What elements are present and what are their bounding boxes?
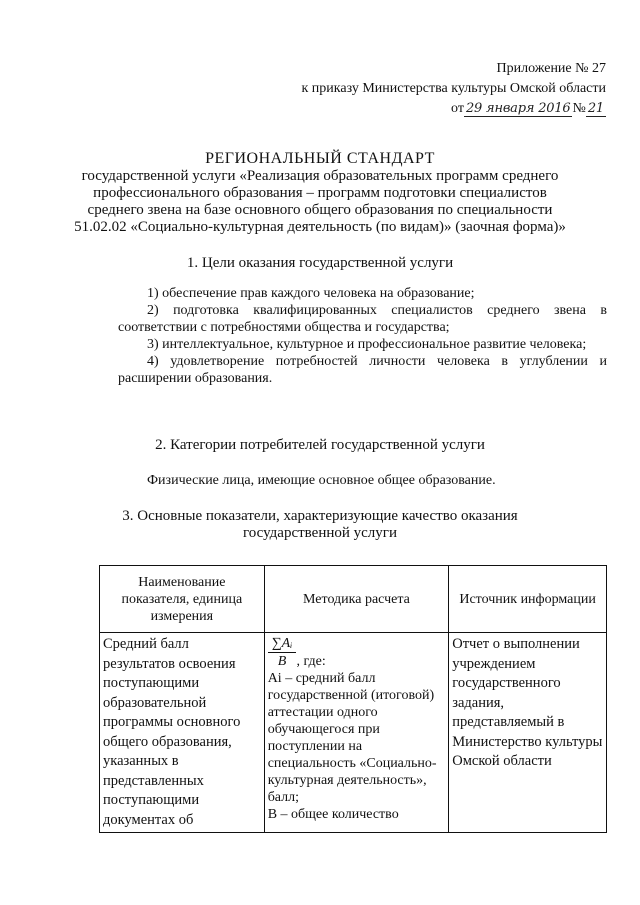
date-prefix: от xyxy=(451,101,464,116)
section1-list xyxy=(118,285,607,387)
formula-numerator: ∑Aᵢ xyxy=(268,635,297,653)
header-method: Методика расчета xyxy=(264,566,449,633)
indicator-cell: Средний балл результатов освоения поступающими образовательной программы основного общего образования, указанных в представленных поступающими документах об xyxy=(100,633,265,833)
section2-heading: 2. Категории потребителей государственной услуги xyxy=(155,437,485,453)
appendix-title: Приложение № 27 xyxy=(496,61,606,76)
section3-heading-line: государственной услуги xyxy=(243,525,397,541)
goal-item: 1) обеспечение прав каждого человека на образование; xyxy=(147,286,475,301)
appendix-date-line xyxy=(451,99,606,119)
standard-subtitle xyxy=(60,168,580,236)
subtitle-line: среднего звена на базе основного общего образования по специальности xyxy=(87,202,553,218)
formula-suffix: , где: xyxy=(296,654,326,669)
table-header-row xyxy=(100,566,607,633)
quality-indicators-table xyxy=(99,565,607,833)
number-prefix: № xyxy=(572,101,586,116)
section3-heading-line: 3. Основные показатели, характеризующие качество оказания xyxy=(122,508,518,524)
goal-item: 2) подготовка квалифицированных специалистов среднего звена в соответствии с потребностями общества и государства; xyxy=(118,303,607,335)
section1-heading: 1. Цели оказания государственной услуги xyxy=(186,255,454,271)
header-source: Источник информации xyxy=(449,566,607,633)
goal-item: 3) интеллектуальное, культурное и профессиональное развитие человека; xyxy=(147,337,587,352)
formula xyxy=(268,635,446,670)
goal-item: 4) удовлетворение потребностей личности человека в углублении и расширении образования. xyxy=(118,354,607,386)
subtitle-line: 51.02.02 «Социально-культурная деятельность (по видам)» (заочная форма)» xyxy=(74,219,566,235)
subtitle-line: профессионального образования – программ подготовки специалистов xyxy=(93,185,547,201)
handwritten-number: 21 xyxy=(587,101,604,116)
subtitle-line: государственной услуги «Реализация образовательных программ среднего xyxy=(81,168,559,184)
appendix-order-reference: к приказу Министерства культуры Омской области xyxy=(301,81,606,96)
method-text: Аi – средний балл государственной (итоговой) аттестации одного обучающегося при поступлении на специальность «Социально-культурная деятельность», балл; xyxy=(267,671,437,805)
header-indicator: Наименование показателя, единица измерения xyxy=(100,566,265,633)
standard-title: РЕГИОНАЛЬНЫЙ СТАНДАРТ xyxy=(205,150,435,167)
handwritten-date: 29 января 2016 xyxy=(465,101,571,116)
formula-denominator: B xyxy=(277,654,287,669)
section2-text: Физические лица, имеющие основное общее образование. xyxy=(147,473,496,488)
method-cell xyxy=(264,633,449,833)
source-cell: Отчет о выполнении учреждением государственного задания, представляемый в Министерство культуры Омской области xyxy=(449,633,607,833)
method-text: В – общее количество xyxy=(267,807,399,822)
table-row xyxy=(100,633,607,833)
section3-heading xyxy=(60,508,580,542)
